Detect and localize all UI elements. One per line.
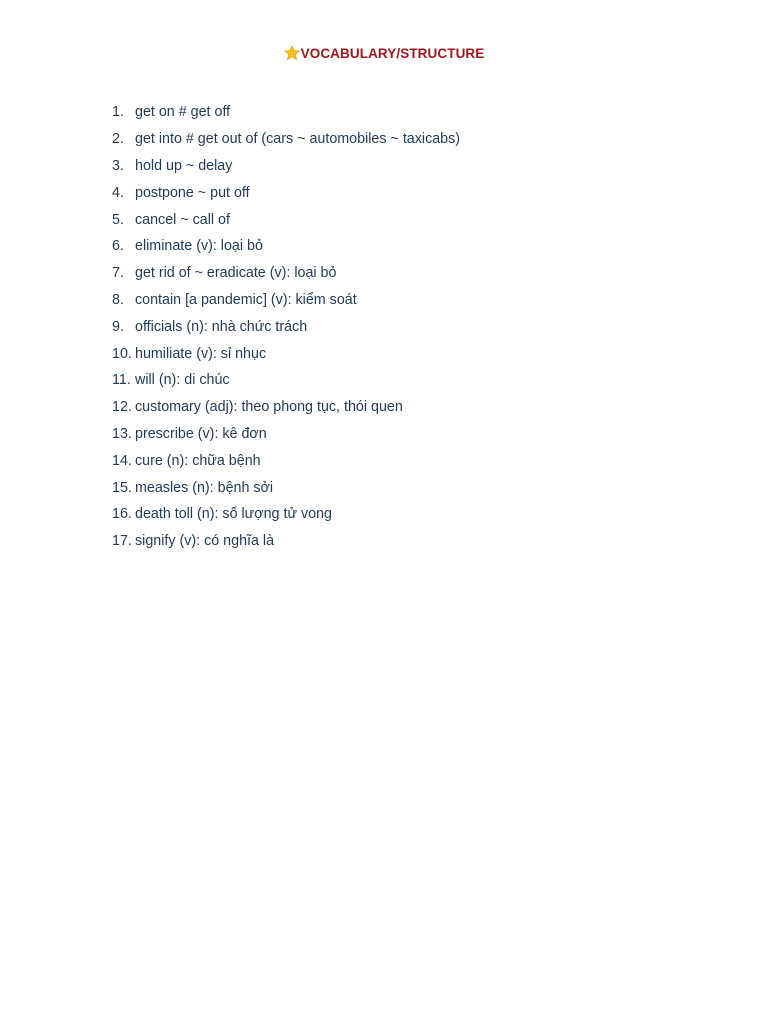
item-number: 6. — [112, 238, 124, 255]
item-number: 10. — [112, 345, 132, 362]
item-number: 5. — [112, 211, 124, 228]
list-item — [112, 287, 460, 314]
item-text: postpone ~ put off — [135, 184, 250, 201]
list-item — [112, 394, 460, 421]
list-item — [112, 206, 460, 233]
item-text: contain [a pandemic] (v): kiểm soát — [135, 291, 357, 308]
item-text: measles (n): bệnh sởi — [135, 479, 274, 496]
list-item — [112, 99, 460, 126]
list-item — [112, 528, 460, 555]
item-number: 11. — [112, 372, 131, 389]
star-icon — [284, 45, 300, 63]
item-number: 1. — [112, 104, 124, 121]
item-number: 12. — [112, 399, 132, 416]
item-text: hold up ~ delay — [135, 157, 233, 174]
list-item — [112, 421, 460, 448]
list-item — [112, 474, 460, 501]
item-number: 7. — [112, 265, 124, 282]
item-text: signify (v): có nghĩa là — [135, 533, 275, 550]
item-text: cure (n): chữa bệnh — [135, 452, 261, 469]
list-item — [112, 447, 460, 474]
document-title — [0, 45, 768, 63]
title-text: VOCABULARY/STRUCTURE — [300, 46, 485, 61]
item-text: prescribe (v): kê đơn — [135, 425, 267, 442]
item-number: 4. — [112, 184, 124, 201]
item-number: 8. — [112, 291, 124, 308]
list-item — [112, 153, 460, 180]
list-item — [112, 260, 460, 287]
item-text: officials (n): nhà chức trách — [135, 318, 308, 335]
item-number: 3. — [112, 157, 124, 174]
item-number: 13. — [112, 425, 132, 442]
list-item — [112, 179, 460, 206]
item-number: 14. — [112, 452, 132, 469]
list-item — [112, 501, 460, 528]
item-text: get rid of ~ eradicate (v): loại bỏ — [135, 265, 337, 282]
list-item — [112, 233, 460, 260]
list-item — [112, 126, 460, 153]
item-number: 9. — [112, 318, 124, 335]
vocabulary-list — [112, 99, 460, 555]
item-text: cancel ~ call of — [135, 211, 230, 228]
item-number: 17. — [112, 533, 132, 550]
item-number: 16. — [112, 506, 132, 523]
item-text: get into # get out of (cars ~ automobiles ~ taxicabs) — [135, 131, 461, 148]
item-text: eliminate (v): loại bỏ — [135, 238, 263, 255]
item-text: will (n): di chúc — [135, 372, 230, 389]
item-text: humiliate (v): sỉ nhục — [135, 345, 267, 362]
item-text: death toll (n): số lượng tử vong — [135, 506, 333, 523]
list-item — [112, 367, 460, 394]
item-text: get on # get off — [135, 104, 231, 121]
item-number: 2. — [112, 131, 124, 148]
item-text: customary (adj): theo phong tục, thói quen — [135, 399, 403, 416]
list-item — [112, 313, 460, 340]
item-number: 15. — [112, 479, 132, 496]
list-item — [112, 340, 460, 367]
